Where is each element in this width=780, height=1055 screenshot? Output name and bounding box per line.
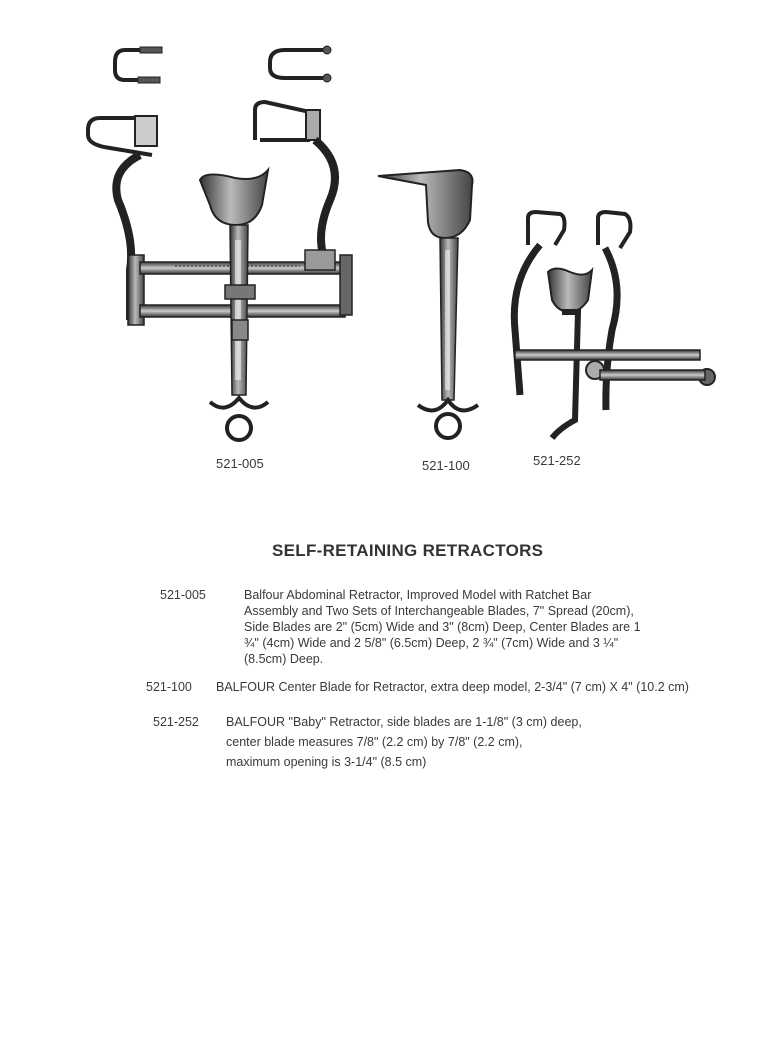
entry-line: Side Blades are 2" (5cm) Wide and 3" (8cm) Deep, Center Blades are 1: [244, 620, 641, 634]
baby-retractor-illustration: [514, 212, 715, 438]
entry-code: 521-252: [153, 715, 199, 729]
entry-code: 521-005: [160, 588, 206, 602]
figure-label-521-252: 521-252: [533, 453, 581, 468]
entry-code: 521-100: [146, 680, 192, 694]
figure-label-521-005: 521-005: [216, 456, 264, 471]
page-title: SELF-RETAINING RETRACTORS: [272, 541, 544, 560]
entry-line: ¾" (4cm) Wide and 2 5/8" (6.5cm) Deep, 2 ¾" (7cm) Wide and 3 ¼": [244, 636, 619, 650]
entry-line: maximum opening is 3-1/4" (8.5 cm): [226, 755, 427, 769]
entry-line: BALFOUR "Baby" Retractor, side blades are 1-1/8" (3 cm) deep,: [226, 715, 582, 729]
catalog-entry-521-005: [160, 587, 720, 672]
figure-label-521-100: 521-100: [422, 458, 470, 473]
entry-description: [244, 587, 641, 667]
entry-description: [226, 712, 582, 772]
balfour-retractor-illustration: [88, 46, 352, 440]
entry-line: center blade measures 7/8" (2.2 cm) by 7/8" (2.2 cm),: [226, 735, 523, 749]
center-blade-illustration: [378, 170, 478, 438]
entry-line: Assembly and Two Sets of Interchangeable Blades, 7" Spread (20cm),: [244, 604, 634, 618]
entry-line: BALFOUR Center Blade for Retractor, extra deep model, 2-3/4" (7 cm) X 4" (10.2 cm): [216, 680, 689, 694]
entry-line: Balfour Abdominal Retractor, Improved Model with Ratchet Bar: [244, 588, 592, 602]
entry-description: [216, 679, 689, 695]
retractor-illustrations: [0, 0, 780, 470]
entry-line: (8.5cm) Deep.: [244, 652, 324, 666]
catalog-entry-521-100: [146, 679, 766, 699]
catalog-entry-521-252: [153, 712, 713, 772]
